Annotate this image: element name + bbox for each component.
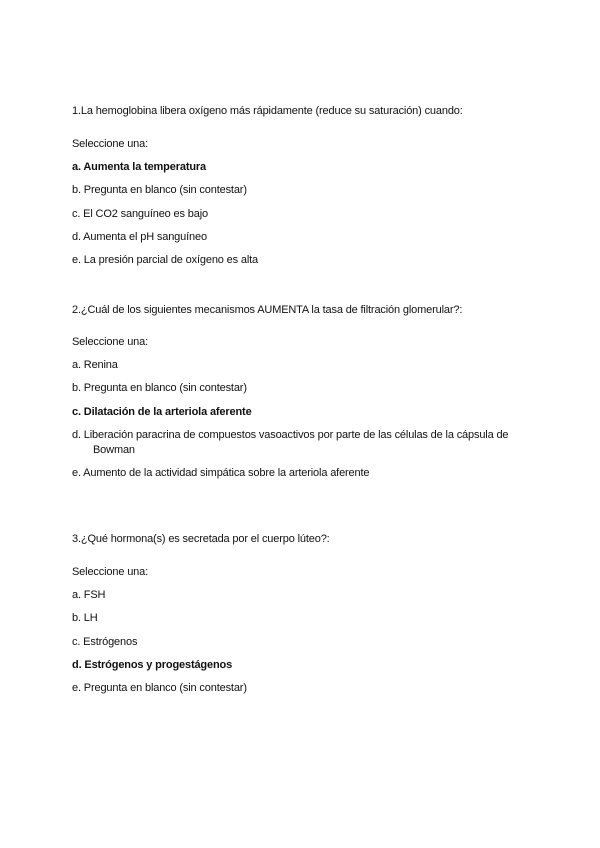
question-3-option-c: c. Estrógenos	[72, 636, 138, 648]
question-1-option-d: d. Aumenta el pH sanguíneo	[72, 231, 207, 243]
question-3-option-d: d. Estrógenos y progestágenos	[72, 659, 233, 671]
question-3-option-e: e. Pregunta en blanco (sin contestar)	[72, 682, 247, 694]
question-2-prompt: 2.¿Cuál de los siguientes mecanismos AUMENTA la tasa de filtración glomerular?:	[72, 304, 463, 316]
question-3-option-a: a. FSH	[72, 589, 106, 601]
question-1-prompt: 1.La hemoglobina libera oxígeno más rápidamente (reduce su saturación) cuando:	[72, 105, 463, 117]
question-3-prompt: 3.¿Qué hormona(s) es secretada por el cuerpo lúteo?:	[72, 533, 330, 545]
question-2-option-d: d. Liberación paracrina de compuestos vasoactivos por parte de las células de la cápsula de	[72, 429, 509, 441]
question-3-option-b: b. LH	[72, 612, 98, 624]
question-1-select-label: Seleccione una:	[72, 138, 149, 150]
question-3-select-label: Seleccione una:	[72, 566, 149, 578]
question-2-option-b: b. Pregunta en blanco (sin contestar)	[72, 382, 247, 394]
question-1-option-a: a. Aumenta la temperatura	[72, 161, 206, 173]
question-1-option-b: b. Pregunta en blanco (sin contestar)	[72, 184, 247, 196]
question-2-select-label: Seleccione una:	[72, 336, 149, 348]
question-2-option-c: c. Dilatación de la arteriola aferente	[72, 406, 252, 418]
question-1-option-e: e. La presión parcial de oxígeno es alta	[72, 254, 259, 266]
question-2-option-d-continuation: Bowman	[93, 444, 135, 456]
question-2-option-e: e. Aumento de la actividad simpática sobre la arteriola aferente	[72, 467, 370, 479]
question-1-option-c: c. El CO2 sanguíneo es bajo	[72, 208, 208, 220]
question-2-option-a: a. Renina	[72, 359, 118, 371]
